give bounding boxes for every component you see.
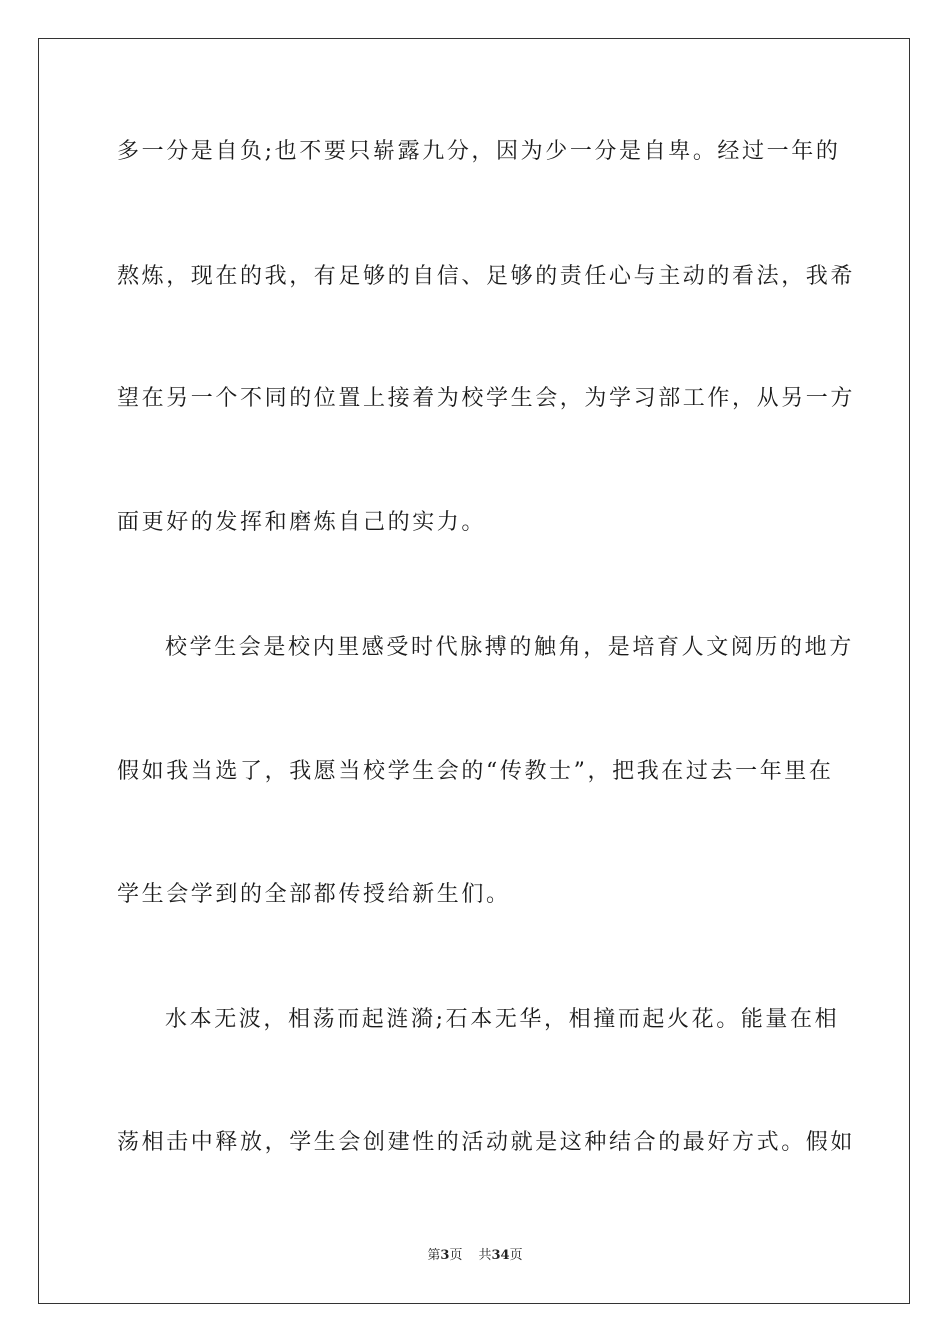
page-footer <box>0 1247 950 1265</box>
page-border <box>38 38 910 1304</box>
paragraph-first-line: 校学生会是校内里感受时代脉搏的触角，是培育人文阅历的地方 <box>165 635 854 660</box>
text-line: 荡相击中释放，学生会创建性的活动就是这种结合的最好方式。假如 <box>117 1130 856 1155</box>
text-line: 熬炼，现在的我，有足够的自信、足够的责任心与主动的看法，我希 <box>117 264 856 289</box>
text-line: 望在另一个不同的位置上接着为校学生会，为学习部工作，从另一方 <box>117 386 856 411</box>
total-suffix: 页 <box>509 1248 523 1263</box>
paragraph-first-line: 水本无波，相荡而起涟漪;石本无华，相撞而起火花。能量在相 <box>165 1007 840 1032</box>
total-prefix: 共 <box>478 1248 492 1263</box>
text-line: 学生会学到的全部都传授给新生们。 <box>117 882 511 907</box>
text-line: 多一分是自负;也不要只崭露九分，因为少一分是自卑。经过一年的 <box>117 139 841 164</box>
page-prefix: 第 <box>427 1248 441 1263</box>
page-suffix: 页 <box>449 1248 463 1263</box>
text-line: 面更好的发挥和磨炼自己的实力。 <box>117 510 487 535</box>
text-line: 假如我当选了，我愿当校学生会的“传教士”，把我在过去一年里在 <box>117 759 834 784</box>
total-pages: 34 <box>491 1248 510 1263</box>
page-number: 3 <box>440 1248 450 1263</box>
